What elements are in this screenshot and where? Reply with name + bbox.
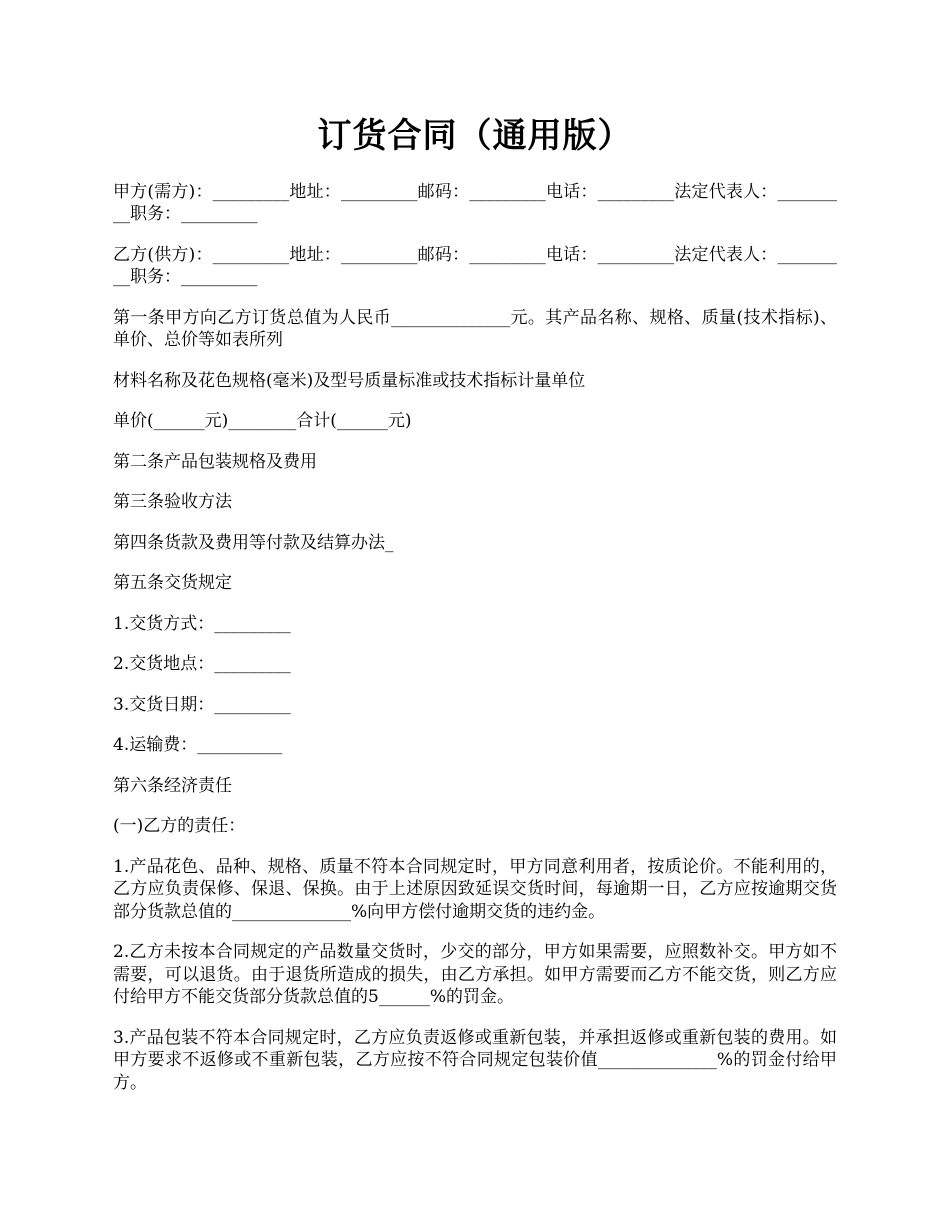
shipping-fee: 4.运输费：__________ xyxy=(113,735,283,756)
duty-clause-1: 1.产品花色、品种、规格、质量不符本合同规定时，甲方同意利用者，按质论价。不能利用的，乙方应负责保修、保退、保换。由于上述原因致延误交货时间，每逾期一日，乙方应按逾期交货部分货款总值的______________%向甲方偿付逾期交货的违约金。 xyxy=(113,856,837,922)
delivery-date: 3.交货日期：_________ xyxy=(113,694,291,715)
article-3: 第三条验收方法 xyxy=(113,492,232,513)
delivery-location: 2.交货地点：_________ xyxy=(113,654,291,675)
article-1: 第一条甲方向乙方订货总值为人民币______________元。其产品名称、规格、质量(技术指标)、单价、总价等如表所列 xyxy=(113,307,837,351)
duty-clause-3: 3.产品包装不符本合同规定时，乙方应负责返修或重新包装，并承担返修或重新包装的费用。如甲方要求不返修或不重新包装，乙方应按不符合同规定包装价值______________%的罚金付给甲方。 xyxy=(113,1027,837,1093)
duty-clause-2: 2.乙方未按本合同规定的产品数量交货时，少交的部分，甲方如果需要，应照数补交。甲方如不需要，可以退货。由于退货所造成的损失，由乙方承担。如甲方需要而乙方不能交货，则乙方应付给甲方不能交货部分货款总值的5______%的罚金。 xyxy=(113,942,837,1008)
party-a-info: 甲方(需方)：_________地址：_________邮码：_________电话：_________法定代表人：_________职务：_________ xyxy=(113,181,837,225)
document-page xyxy=(113,108,837,1112)
party-b-duties-heading: (一)乙方的责任： xyxy=(113,816,246,837)
article-5: 第五条交货规定 xyxy=(113,573,232,594)
article-4: 第四条货款及费用等付款及结算办法_ xyxy=(113,532,394,553)
article-6: 第六条经济责任 xyxy=(113,775,232,796)
article-2: 第二条产品包装规格及费用 xyxy=(113,451,317,472)
document-title: 订货合同（通用版） xyxy=(317,116,633,156)
material-columns: 材料名称及花色规格(毫米)及型号质量标准或技术指标计量单位 xyxy=(113,370,586,391)
delivery-method: 1.交货方式：_________ xyxy=(113,613,291,634)
price-total-line: 单价(______元)________合计(______元) xyxy=(113,411,412,432)
party-b-info: 乙方(供方)：_________地址：_________邮码：_________电话：_________法定代表人：_________职务：_________ xyxy=(113,244,837,288)
